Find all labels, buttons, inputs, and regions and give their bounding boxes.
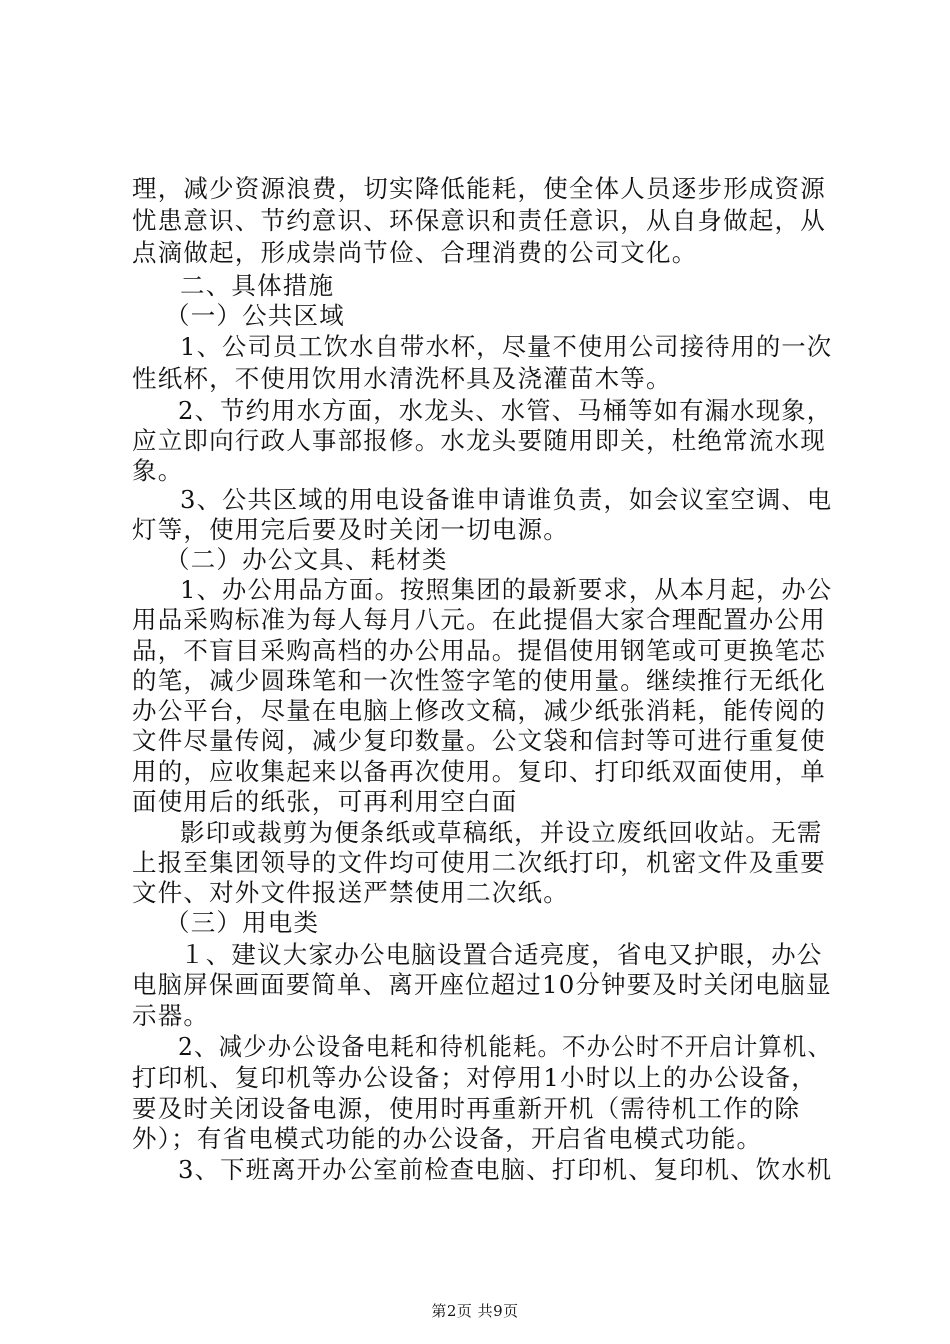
subsection-heading: （二）办公文具、耗材类: [165, 545, 448, 574]
text-line: 忧患意识、节约意识、环保意识和责任意识，从自身做起，从: [132, 206, 826, 235]
text-line: 外）；有省电模式功能的办公设备，开启省电模式功能。: [132, 1124, 763, 1153]
text-line: １、建议大家办公电脑设置合适亮度，省电又护眼，办公: [180, 940, 823, 969]
text-line: 3、公共区域的用电设备谁申请谁负责，如会议室空调、电: [180, 485, 833, 514]
text-line: 打印机、复印机等办公设备；对停用1小时以上的办公设备，: [132, 1063, 817, 1092]
text-line: 示器。: [132, 1001, 210, 1030]
text-line: 文件、对外文件报送严禁使用二次纸。: [132, 878, 569, 907]
text-line: 要及时关闭设备电源，使用时再重新开机（需待机工作的除: [132, 1094, 801, 1123]
text-line: 品，不盲目采购高档的办公用品。提倡使用钢笔或可更换笔芯: [132, 636, 826, 665]
text-line: 理，减少资源浪费，切实降低能耗，使全体人员逐步形成资源: [132, 174, 826, 203]
text-line: 影印或裁剪为便条纸或草稿纸，并设立废纸回收站。无需: [180, 818, 823, 847]
text-line: 办公平台，尽量在电脑上修改文稿，减少纸张消耗，能传阅的: [132, 696, 826, 725]
subsection-heading: （一）公共区域: [165, 301, 345, 330]
text-line: 2、减少办公设备电耗和待机能耗。不办公时不开启计算机、: [178, 1032, 832, 1061]
text-line: 3、下班离开办公室前检查电脑、打印机、复印机、饮水机: [178, 1155, 833, 1184]
text-line: 1、公司员工饮水自带水杯，尽量不使用公司接待用的一次: [180, 332, 833, 361]
text-line: 用的，应收集起来以备再次使用。复印、打印纸双面使用，单: [132, 757, 826, 786]
subsection-heading: （三）用电类: [165, 908, 320, 937]
text-line: 用品采购标准为每人每月八元。在此提倡大家合理配置办公用: [132, 605, 826, 634]
text-line: 灯等，使用完后要及时关闭一切电源。: [132, 515, 569, 544]
text-line: 的笔，减少圆珠笔和一次性签字笔的使用量。继续推行无纸化: [132, 666, 826, 695]
text-line: 点滴做起，形成崇尚节俭、合理消费的公司文化。: [132, 238, 698, 267]
text-line: 上报至集团领导的文件均可使用二次纸打印，机密文件及重要: [132, 848, 826, 877]
section-heading: 二、具体措施: [180, 271, 335, 300]
text-line: 性纸杯，不使用饮用水清洗杯具及浇灌苗木等。: [132, 364, 672, 393]
text-line: 文件尽量传阅，减少复印数量。公文袋和信封等可进行重复使: [132, 726, 826, 755]
text-line: 象。: [132, 456, 184, 485]
text-line: 2、节约用水方面，水龙头、水管、马桶等如有漏水现象，: [178, 396, 833, 425]
page-number-footer: 第2页 共9页: [431, 1302, 519, 1320]
text-line: 电脑屏保画面要简单、离开座位超过10分钟要及时关闭电脑显: [132, 970, 832, 999]
text-line: 应立即向行政人事部报修。水龙头要随用即关，杜绝常流水现: [132, 426, 826, 455]
text-line: 面使用后的纸张，可再利用空白面: [132, 787, 518, 816]
text-line: 1、办公用品方面。按照集团的最新要求，从本月起，办公: [180, 575, 833, 604]
